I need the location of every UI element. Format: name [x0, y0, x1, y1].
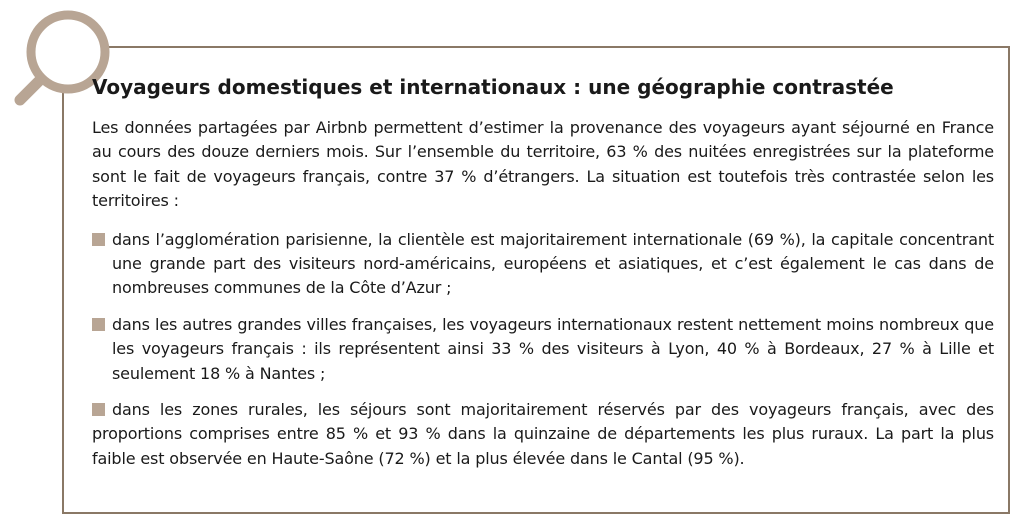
- intro-paragraph: Les données partagées par Airbnb permettent d’estimer la provenance des voyageurs ayant séjourné en France au cours des douze derniers mois. Sur l’ensemble du territoire, 63 % des nuitées enregistrées sur la plateforme sont le fait de voyageurs français, contre 37 % d’étrangers. La situation est toutefois très contrastée selon les territoires :: [92, 118, 994, 211]
- box-content: [92, 72, 994, 483]
- bullet-text: dans les autres grandes villes françaises, les voyageurs internationaux restent nettement moins nombreux que les voyageurs français : ils représentent ainsi 33 % des visiteurs à Lyon, 40 % à Bordeaux, 27 % à Lille et seulement 18 % à Nantes ;: [112, 314, 994, 383]
- bullet-text: dans l’agglomération parisienne, la clientèle est majoritairement internationale (69 %), la capitale concentrant une grande part des visiteurs nord-américains, européens et asiatiques, et c’est également le cas dans de nombreuses communes de la Côte d’Azur ;: [112, 229, 994, 298]
- bullet-text: dans les zones rurales, les séjours sont majoritairement réservés par des voyageurs français, avec des proportions comprises entre 85 % et 93 % dans la quinzaine de départements les plus ruraux. La part la plus faible est observée en Haute-Saône (72 %) et la plus élevée dans le Cantal (95 %).: [92, 400, 994, 468]
- bullet-item-zones-rurales: [92, 398, 994, 471]
- bullet-square-icon: [92, 318, 105, 331]
- bullet-item-paris: [92, 228, 994, 301]
- bullet-square-icon: [92, 403, 105, 416]
- box-title: Voyageurs domestiques et internationaux : une géographie contrastée: [92, 75, 894, 99]
- bullet-square-icon: [92, 233, 105, 246]
- bullet-item-grandes-villes: [92, 313, 994, 386]
